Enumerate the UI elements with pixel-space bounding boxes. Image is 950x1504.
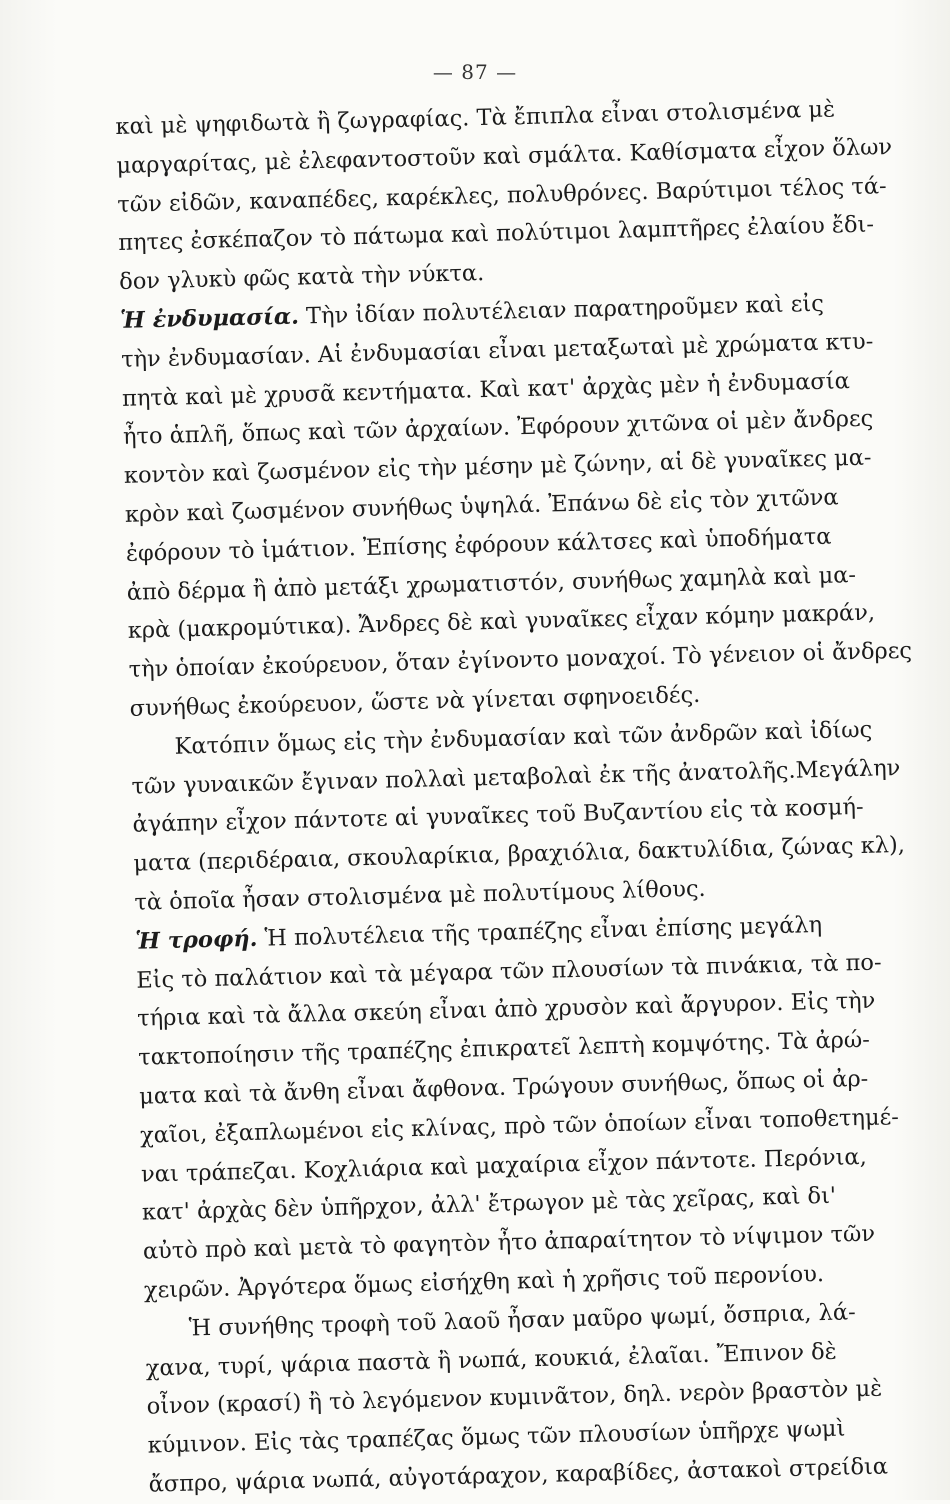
line-text: τῶν εἰδῶν, καναπέδες, καρέκλες, πολυθρόνες. Βαρύτιμοι τέλος τά- bbox=[117, 172, 887, 218]
line-text: μαργαρίτας, μὲ ἐλεφαντοστοῦν καὶ σμάλτα. Καθίσματα εἶχον ὅλων bbox=[116, 133, 893, 179]
line-text: κρὰ (μακρομύτικα). Ἄνδρες δὲ καὶ γυναῖκες εἶχαν κόμην μακράν, bbox=[127, 599, 876, 645]
line-text: τῶν γυναικῶν ἔγιναν πολλαὶ μεταβολαὶ ἐκ τῆς ἀνατολῆς.Μεγάλην bbox=[131, 754, 901, 800]
line-text: χανα, τυρί, ψάρια παστὰ ἢ νωπά, κουκιά, ἐλαῖαι. Ἔπινον δὲ bbox=[145, 1338, 838, 1382]
line-text: ἄσπρο, ψάρια νωπά, αὐγοτάραχον, καραβίδες, ἀστακοὶ στρείδια bbox=[148, 1453, 889, 1498]
body-text bbox=[115, 90, 913, 1504]
line-text: ματα (περιδέραια, σκουλαρίκια, βραχιόλια, δακτυλίδια, ζώνας κλ), bbox=[133, 832, 906, 877]
line-text: συνήθως ἐκούρευον, ὥστε νὰ γίνεται σφηνοειδές. bbox=[129, 681, 701, 722]
line-text: ἀπὸ δέρμα ἢ ἀπὸ μετάξι χρωματιστόν, συνήθως χαμηλὰ καὶ μα- bbox=[126, 561, 857, 606]
line-text: τακτοποίησιν τῆς τραπέζης ἐπικρατεῖ λεπτὴ κομψότης. Τὰ ἀρώ- bbox=[137, 1026, 871, 1071]
line-text: κοντὸν καὶ ζωσμένον εἰς τὴν μέσην μὲ ζώνην, αἱ δὲ γυναῖκες μα- bbox=[123, 444, 872, 490]
line-text: αὐτὸ πρὸ καὶ μετὰ τὸ φαγητὸν ἦτο ἀπαραίτητον τὸ νίψιμον τῶν bbox=[142, 1220, 876, 1265]
section-heading: Ἡ τροφή. bbox=[135, 925, 258, 955]
section-heading: Ἡ ἐνδυμασία. bbox=[119, 303, 300, 334]
line-text: χαῖοι, ἐξαπλωμένοι εἰς κλίνας, πρὸ τῶν ὁποίων εἶναι τοποθετημέ- bbox=[139, 1103, 900, 1149]
line-text: δον γλυκὺ φῶς κατὰ τὴν νύκτα. bbox=[118, 260, 485, 296]
page-number: — 87 — bbox=[432, 60, 518, 84]
line-text: ματα καὶ τὰ ἄνθη εἶναι ἄφθονα. Τρώγουν συνήθως, ὅπως οἱ ἀρ- bbox=[138, 1065, 869, 1110]
line-text: πητὰ καὶ μὲ χρυσᾶ κεντήματα. Καὶ κατ' ἀρχὰς μὲν ἡ ἐνδυμασία bbox=[121, 367, 851, 412]
line-text: ἦτο ἁπλῆ, ὅπως καὶ τῶν ἀρχαίων. Ἐφόρουν χιτῶνα οἱ μὲν ἄνδρες bbox=[122, 405, 874, 451]
line-text: Ἡ πολυτέλεια τῆς τραπέζης εἶναι ἐπίσης μεγάλη bbox=[257, 911, 823, 952]
line-text: ἀγάπην εἶχον πάντοτε αἱ γυναῖκες τοῦ Βυζαντίου εἰς τὰ κοσμή- bbox=[132, 794, 864, 839]
line-text: τὴν ὁποίαν ἐκούρευον, ὅταν ἐγίνοντο μοναχοί. Τὸ γένειον οἱ ἄνδρες bbox=[128, 637, 913, 683]
line-text: οἶνον (κρασί) ἢ τὸ λεγόμενον κυμινᾶτον, δηλ. νερὸν βραστὸν μὲ bbox=[146, 1375, 883, 1420]
line-text: κρὸν καὶ ζωσμένον συνήθως ὑψηλά. Ἐπάνω δὲ εἰς τὸν χιτῶνα bbox=[124, 484, 839, 528]
line-text: κατ' ἀρχὰς δὲν ὑπῆρχον, ἀλλ' ἔτρωγον μὲ τὰς χεῖρας, καὶ δι' bbox=[141, 1183, 837, 1226]
line-text: τὰ ὁποῖα ἦσαν στολισμένα μὲ πολυτίμους λίθους. bbox=[134, 875, 706, 916]
line-text: καὶ μὲ ψηφιδωτὰ ἢ ζωγραφίας. Τὰ ἔπιπλα εἶναι στολισμένα μὲ bbox=[115, 96, 836, 140]
line-text: Κατόπιν ὅμως εἰς τὴν ἐνδυμασίαν καὶ τῶν ἀνδρῶν καὶ ἰδίως bbox=[174, 716, 873, 760]
line-text: κύμινον. Εἰς τὰς τραπέζας ὅμως τῶν πλουσίων ὑπῆρχε ψωμὶ bbox=[147, 1415, 846, 1459]
line-text: ναι τράπεζαι. Κοχλιάρια καὶ μαχαίρια εἶχον πάντοτε. Περόνια, bbox=[140, 1143, 868, 1188]
line-text: Τὴν ἰδίαν πολυτέλειαν παρατηροῦμεν καὶ εἰς bbox=[298, 290, 825, 330]
line-text: Εἰς τὸ παλάτιον καὶ τὰ μέγαρα τῶν πλουσίων τὰ πινάκια, τὰ πο- bbox=[136, 949, 882, 994]
line-text: τὴν ἐνδυμασίαν. Αἱ ἐνδυμασίαι εἶναι μεταξωταὶ μὲ χρώματα κτυ- bbox=[120, 328, 874, 373]
line-text: Ἡ συνήθης τροφὴ τοῦ λαοῦ ἦσαν μαῦρο ψωμί, ὄσπρια, λά- bbox=[188, 1298, 857, 1342]
line-text: χειρῶν. Ἀργότερα ὅμως εἰσήχθη καὶ ἡ χρῆσις τοῦ περονίου. bbox=[143, 1260, 825, 1304]
line-text: πητες ἐσκέπαζον τὸ πάτωμα καὶ πολύτιμοι λαμπτῆρες ἐλαίου ἔδι- bbox=[117, 211, 875, 257]
line-text: τήρια καὶ τὰ ἄλλα σκεύη εἶναι ἀπὸ χρυσὸν καὶ ἄργυρον. Εἰς τὴν bbox=[136, 988, 876, 1033]
line-text: ἐφόρουν τὸ ἱμάτιον. Ἐπίσης ἐφόρουν κάλτσες καὶ ὑποδήματα bbox=[125, 523, 832, 567]
